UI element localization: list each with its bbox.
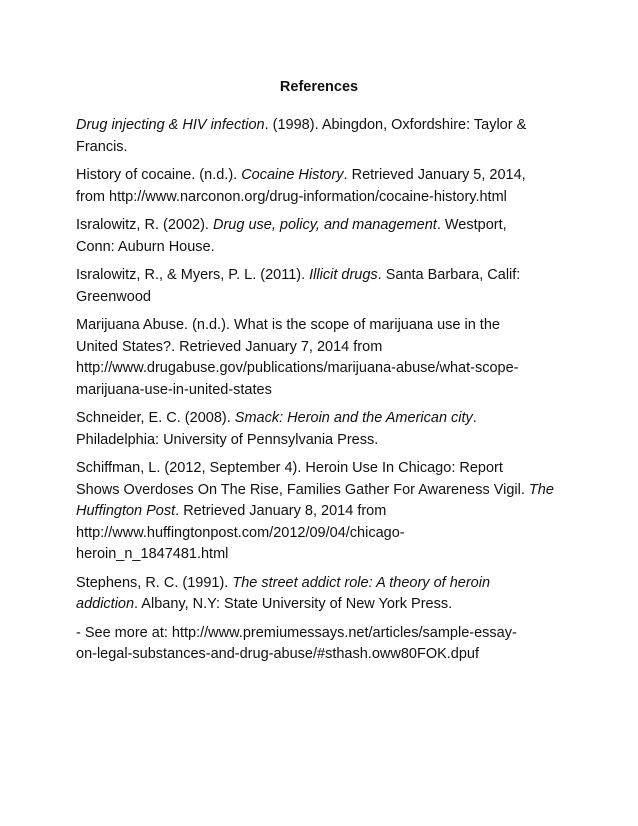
reference-line: [76, 187, 568, 209]
reference-line: [76, 623, 568, 645]
reference-text: on-legal-substances-and-drug-abuse/#sthash.oww80FOK.dpuf: [76, 646, 480, 662]
reference-line: [76, 501, 568, 523]
italic-title-text: Drug use, policy, and management: [213, 217, 437, 233]
reference-line: [76, 480, 568, 502]
reference-line: [76, 573, 568, 595]
reference-text: Isralowitz, R., & Myers, P. L. (2011).: [76, 267, 310, 283]
page-title: References: [279, 79, 359, 95]
reference-line: [76, 337, 568, 359]
italic-title-text: Drug injecting & HIV infection: [76, 117, 265, 133]
reference-text: .: [472, 410, 477, 426]
reference-text: . Retrieved January 8, 2014 from: [175, 503, 387, 519]
reference-line: [76, 237, 568, 259]
reference-text: Shows Overdoses On The Rise, Families Gather For Awareness Vigil.: [76, 481, 529, 498]
references-list: [76, 115, 568, 673]
reference-text: History of cocaine. (n.d.).: [76, 167, 242, 183]
reference-entry: [76, 458, 568, 566]
reference-line: [76, 523, 568, 545]
reference-entry: [76, 115, 568, 158]
italic-title-text: Smack: Heroin and the American city: [234, 410, 473, 426]
reference-text: heroin_n_1847481.html: [76, 546, 229, 562]
italic-title-text: The street addict role: A theory of heroin: [232, 574, 491, 591]
reference-text: from http://www.narconon.org/drug-information/cocaine-history.html: [76, 188, 507, 205]
reference-text: http://www.huffingtonpost.com/2012/09/04/chicago-: [76, 524, 405, 541]
reference-text: Marijuana Abuse. (n.d.). What is the scope of marijuana use in the: [76, 317, 500, 333]
reference-entry: [76, 315, 568, 401]
reference-entry: [76, 573, 568, 616]
reference-text: Schneider, E. C. (2008).: [76, 410, 235, 426]
reference-line: [76, 458, 568, 480]
reference-text: marijuana-use-in-united-states: [76, 381, 272, 398]
reference-entry: [76, 265, 568, 308]
reference-line: [76, 315, 568, 337]
reference-text: . Santa Barbara, Calif:: [377, 267, 521, 283]
italic-title-text: Cocaine History: [241, 167, 344, 183]
reference-line: [76, 358, 568, 380]
reference-line: [76, 380, 568, 402]
italic-title-text: Illicit drugs: [309, 267, 378, 283]
reference-text: Schiffman, L. (2012, September 4). Heroin Use In Chicago: Report: [76, 460, 503, 476]
reference-text: . Albany, N.Y: State University of New York Press.: [134, 596, 453, 612]
reference-line: [76, 594, 568, 616]
reference-line: [76, 287, 568, 309]
reference-text: Stephens, R. C. (1991).: [76, 574, 233, 591]
reference-line: [76, 165, 568, 187]
reference-text: Conn: Auburn House.: [76, 238, 215, 255]
italic-title-text: The: [528, 481, 554, 498]
reference-text: Greenwood: [76, 288, 151, 305]
reference-line: [76, 215, 568, 237]
reference-entry: [76, 623, 568, 666]
reference-text: Isralowitz, R. (2002).: [76, 217, 213, 233]
reference-text: United States?. Retrieved January 7, 2014 from: [76, 338, 383, 355]
reference-text: . Retrieved January 5, 2014,: [343, 167, 526, 183]
reference-line: [76, 408, 568, 430]
reference-entry: [76, 215, 568, 258]
italic-title-text: Huffington Post: [76, 503, 176, 519]
reference-line: [76, 430, 568, 452]
reference-line: [76, 265, 568, 287]
reference-text: . (1998). Abingdon, Oxfordshire: Taylor &: [264, 117, 527, 133]
reference-line: [76, 137, 568, 159]
reference-line: [76, 544, 568, 566]
reference-text: . Westport,: [436, 217, 507, 233]
reference-text: - See more at: http://www.premiumessays.net/articles/sample-essay-: [76, 624, 517, 641]
reference-entry: [76, 408, 568, 451]
reference-line: [76, 115, 568, 137]
reference-entry: [76, 165, 568, 208]
reference-text: http://www.drugabuse.gov/publications/marijuana-abuse/what-scope-: [76, 360, 519, 376]
reference-line: [76, 644, 568, 666]
reference-text: Francis.: [76, 138, 128, 155]
italic-title-text: addiction: [76, 596, 135, 612]
reference-text: Philadelphia: University of Pennsylvania Press.: [76, 431, 379, 448]
